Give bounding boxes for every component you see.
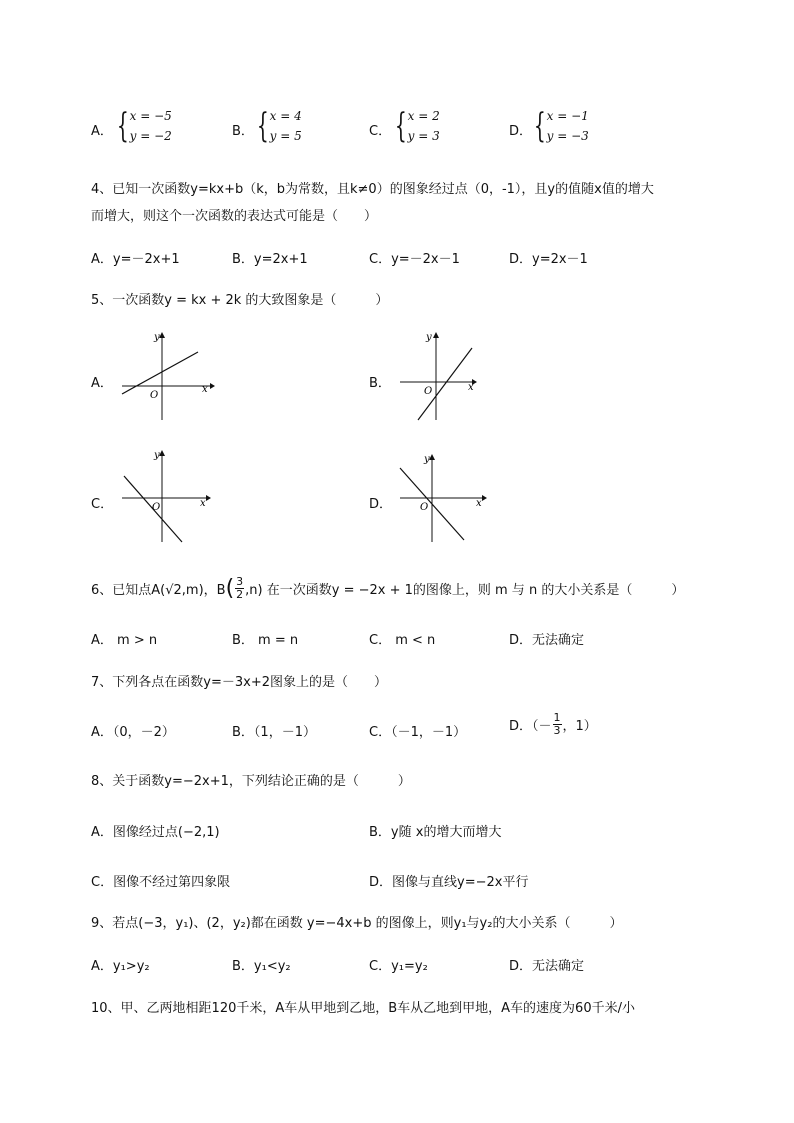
q3-b-eq1: x = 4 [269, 109, 302, 123]
q4-option-b: B．y=2x+1 [232, 252, 308, 267]
q3-option-d-label: D． [509, 124, 533, 139]
x-axis-label: x [476, 498, 482, 509]
q7-d-num: 1 [553, 711, 561, 724]
q6-stem-prefix: 6、已知点A(√2,m)，B [91, 583, 226, 598]
q3-d-eq2: y = −3 [546, 129, 589, 143]
q8-option-b: B．y随 x的增大而增大 [369, 825, 502, 840]
q5-graph-a [118, 330, 218, 422]
q5-graph-c [118, 448, 218, 546]
paren-open-icon: ( [225, 575, 235, 601]
q4-option-d: D．y=2x－1 [509, 252, 588, 267]
q3-option-a-label: A． [91, 124, 113, 139]
q9-stem: 9、若点(−3，y₁)、(2，y₂)都在函数 y=−4x+b 的图像上，则y₁与y₂的大小关系（ ） [91, 916, 623, 931]
q9-option-b: B．y₁<y₂ [232, 959, 291, 974]
origin-label: O [424, 386, 433, 397]
q7-d-den: 3 [553, 724, 561, 737]
x-axis-label: x [200, 498, 206, 509]
q10-stem: 10、甲、乙两地相距120千米，A车从甲地到乙地，B车从乙地到甲地，A车的速度为60千米/小 [91, 1001, 635, 1016]
origin-label: O [420, 502, 429, 513]
q8-stem: 8、关于函数y=−2x+1，下列结论正确的是（ ） [91, 774, 411, 789]
q3-option-b-label: B． [232, 124, 254, 139]
q4-option-a: A．y=－2x+1 [91, 252, 180, 267]
q7-option-c: C．（－1，－1） [369, 725, 467, 740]
q6-stem-suffix: ,n) 在一次函数y = −2x + 1的图像上，则 m 与 n 的大小关系是（ ） [245, 583, 685, 598]
q5-option-b-label: B． [369, 376, 391, 391]
q5-stem: 5、一次函数y = kx + 2k 的大致图象是（ ） [91, 293, 389, 308]
q3-a-eq1: x = −5 [129, 109, 172, 123]
q3-option-c-system [390, 106, 440, 146]
q9-option-a: A．y₁>y₂ [91, 959, 150, 974]
q5-a-line [122, 352, 198, 394]
q4-stem-line1: 4、已知一次函数y=kx+b（k，b为常数，且k≠0）的图象经过点（0，-1），且y的值随x值的增大 [91, 182, 654, 197]
q9-option-d: D．无法确定 [509, 959, 585, 974]
y-axis-label: y [424, 454, 430, 465]
q3-d-eq1: x = −1 [546, 109, 589, 123]
origin-label: O [152, 502, 161, 513]
q9-option-c: C．y₁=y₂ [369, 959, 428, 974]
q3-option-d-system [529, 106, 589, 146]
q7-stem: 7、下列各点在函数y=－3x+2图象上的是（ ） [91, 675, 387, 690]
q8-option-d: D．图像与直线y=−2x平行 [369, 875, 529, 890]
brace-icon: { [533, 106, 546, 146]
q5-option-a-label: A． [91, 376, 113, 391]
q6-stem [91, 576, 684, 601]
q5-graph-d [396, 452, 496, 544]
x-axis-label: x [202, 384, 208, 395]
q3-c-eq1: x = 2 [407, 109, 440, 123]
brace-icon: { [256, 106, 269, 146]
q5-option-c-label: C． [91, 497, 114, 512]
brace-icon: { [394, 106, 407, 146]
q3-c-eq2: y = 3 [407, 129, 440, 143]
q4-option-c: C．y=－2x－1 [369, 252, 460, 267]
q6-frac-num: 3 [236, 575, 244, 588]
q3-a-eq2: y = −2 [129, 129, 172, 143]
q3-option-c-label: C． [369, 124, 392, 139]
q6-fraction [235, 576, 244, 601]
origin-label: O [150, 390, 159, 401]
q5-graph-b [396, 330, 496, 422]
q8-option-a: A．图像经过点(−2,1) [91, 825, 220, 840]
q8-option-c: C．图像不经过第四象限 [91, 875, 231, 890]
q7-d-suffix: ，1） [562, 719, 597, 734]
q7-option-a: A．（0，－2） [91, 725, 175, 740]
q3-option-b-system [252, 106, 302, 146]
y-axis-label: y [154, 332, 160, 343]
q7-option-d [509, 712, 597, 737]
q7-d-fraction [553, 712, 562, 737]
q6-option-d: D．无法确定 [509, 633, 585, 648]
brace-icon: { [116, 106, 129, 146]
q6-option-a: A． m > n [91, 633, 158, 648]
q6-option-b: B． m = n [232, 633, 299, 648]
q7-d-prefix: D．（－ [509, 719, 552, 734]
q5-b-line [418, 348, 472, 420]
q4-stem-line2: 而增大，则这个一次函数的表达式可能是（ ） [91, 209, 378, 224]
x-axis-label: x [468, 382, 474, 393]
q3-b-eq2: y = 5 [269, 129, 302, 143]
q6-option-c: C． m < n [369, 633, 436, 648]
y-axis-label: y [154, 450, 160, 461]
q7-option-b: B．（1，－1） [232, 725, 316, 740]
q3-option-a-system [112, 106, 172, 146]
y-axis-label: y [426, 332, 432, 343]
q5-option-d-label: D． [369, 497, 393, 512]
q6-frac-den: 2 [236, 588, 244, 601]
